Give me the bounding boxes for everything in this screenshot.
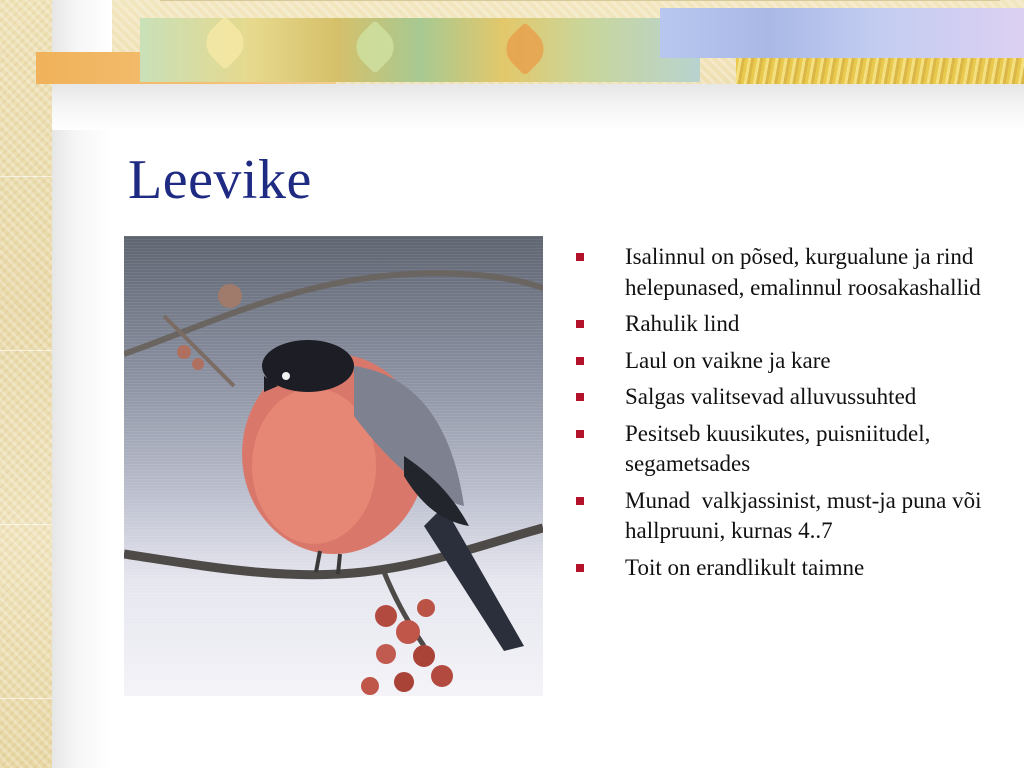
tile-divider — [0, 176, 52, 177]
bullet-square-icon — [576, 320, 584, 328]
bullfinch-illustration — [124, 236, 543, 696]
bullet-text: Munad valkjassinist, must-ja puna või hallpruuni, kurnas 4..7 — [625, 487, 988, 543]
banner-shadow — [52, 84, 1024, 130]
banner-grass — [736, 58, 1024, 84]
parchment-left-strip — [0, 0, 52, 768]
list-item — [576, 486, 996, 547]
banner-top-line — [160, 0, 1000, 1]
tile-divider — [0, 524, 52, 525]
bullet-square-icon — [576, 393, 584, 401]
bullet-text: Salgas valitsevad alluvussuhted — [625, 384, 917, 409]
bullet-list — [576, 242, 996, 589]
bullet-square-icon — [576, 564, 584, 572]
tile-divider — [0, 698, 52, 699]
slide-title: Leevike — [128, 149, 312, 211]
bullet-square-icon — [576, 430, 584, 438]
list-item — [576, 309, 996, 340]
bullet-square-icon — [576, 497, 584, 505]
bullet-text: Isalinnul on põsed, kurgualune ja rind helepunased, emalinnul roosakashallid — [625, 244, 981, 300]
bullet-text: Toit on erandlikult taimne — [625, 554, 865, 580]
bullet-text: Pesitseb kuusikutes, puisniitudel, segametsades — [625, 420, 931, 476]
bullet-square-icon — [576, 253, 584, 261]
list-item — [576, 242, 996, 303]
bullfinch-photo — [124, 236, 543, 696]
list-item — [576, 346, 996, 377]
list-item — [576, 382, 996, 413]
list-item — [576, 419, 996, 480]
tile-divider — [0, 350, 52, 351]
bullet-square-icon — [576, 357, 584, 365]
bullet-text: Laul on vaikne ja kare — [625, 347, 831, 373]
list-item — [576, 553, 996, 584]
bullet-text: Rahulik lind — [625, 311, 740, 336]
banner-blue-panel — [660, 8, 1024, 58]
decorative-banner — [36, 0, 1024, 84]
